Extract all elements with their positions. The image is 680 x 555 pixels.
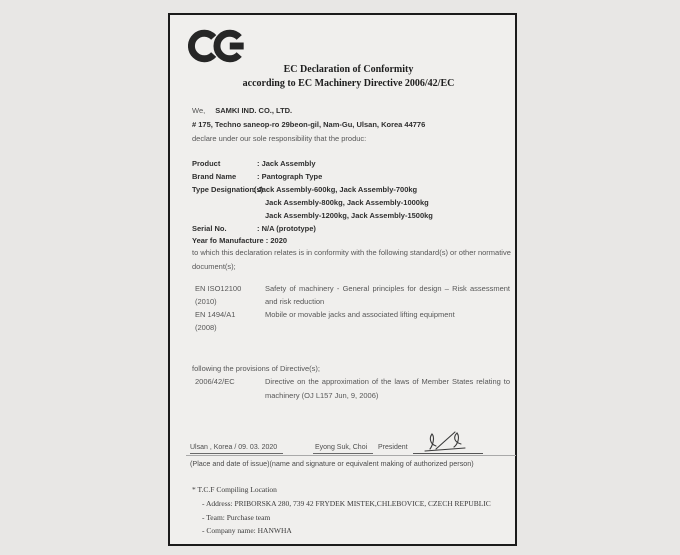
standard-year: (2008) xyxy=(195,323,217,332)
spec-label: Brand Name xyxy=(192,172,237,181)
spec-value: Jack Assembly-1200kg, Jack Assembly-1500kg xyxy=(265,211,433,220)
document-title: EC Declaration of Conformity xyxy=(283,64,414,75)
standard-code: EN 1494/A1 xyxy=(195,310,236,319)
standard-description: and risk reduction xyxy=(265,297,325,306)
directive-description-line1: Directive on the approximation of the laws of Member States relating to xyxy=(265,377,510,386)
handwritten-signature-icon xyxy=(423,429,469,453)
declarant-line xyxy=(192,106,292,115)
directive-description-line2: machinery (OJ L157 Jun, 9, 2006) xyxy=(265,391,379,400)
conformity-statement-line1: to which this declaration relates is in conformity with the following standard(s) or other normative xyxy=(192,248,511,257)
tcf-team: - Team: Purchase team xyxy=(202,513,271,522)
spec-label: Serial No. xyxy=(192,224,227,233)
spec-value: : Jack Assembly-600kg, Jack Assembly-700kg xyxy=(253,185,418,194)
document-subtitle: according to EC Machinery Directive 2006/42/EC xyxy=(242,78,455,89)
standard-year: (2010) xyxy=(195,297,217,306)
tcf-address: - Address: PRIBORSKA 280, 739 42 FRYDEK MISTEK,CHLEBOVICE, CZECH REPUBLIC xyxy=(202,499,491,508)
signature-line xyxy=(413,430,483,454)
spec-value: : Pantograph Type xyxy=(257,172,323,181)
spec-row xyxy=(170,224,515,236)
year-of-manufacture: Year fo Manufacture : 2020 xyxy=(192,236,288,245)
spec-row xyxy=(170,172,515,184)
standard-description: Safety of machinery - General principles for design – Risk assessment xyxy=(265,284,510,293)
ce-mark-icon xyxy=(188,26,246,66)
spec-row xyxy=(170,198,515,210)
certificate-page xyxy=(168,13,517,546)
declaration-text: declare under our sole responsibility that the produc: xyxy=(192,134,367,143)
signatory-name: Eyong Suk, Choi xyxy=(313,444,373,454)
directive-code: 2006/42/EC xyxy=(195,377,235,386)
signature-rule xyxy=(186,455,516,456)
provisions-line: following the provisions of Directive(s); xyxy=(192,364,320,373)
tcf-company: - Company name: HANWHA xyxy=(202,526,292,535)
spec-label: Product xyxy=(192,159,221,168)
tcf-heading: * T.C.F Compiling Location xyxy=(192,485,277,494)
signature-place-date: Ulsan , Korea / 09. 03. 2020 xyxy=(190,444,283,454)
standard-code: EN ISO12100 xyxy=(195,284,242,293)
spec-value: : Jack Assembly xyxy=(257,159,316,168)
spec-row xyxy=(170,159,515,171)
standard-description: Mobile or movable jacks and associated lifting equipment xyxy=(265,310,455,319)
conformity-statement-line2: document(s); xyxy=(192,262,236,271)
spec-value: Jack Assembly-800kg, Jack Assembly-1000kg xyxy=(265,198,429,207)
spec-label: Type Designation(s) xyxy=(192,185,264,194)
company-name: SAMKI IND. CO., LTD. xyxy=(215,106,293,115)
we-prefix: We, xyxy=(192,106,206,115)
signatory-title: President xyxy=(378,444,408,451)
company-address: # 175, Techno saneop-ro 29beon-gil, Nam-Gu, Ulsan, Korea 44776 xyxy=(192,120,426,129)
spec-row xyxy=(170,185,515,197)
spec-row xyxy=(170,211,515,223)
spec-value: : N/A (prototype) xyxy=(257,224,316,233)
signature-caption: (Place and date of issue)(name and signature or equivalent making of authorized person) xyxy=(190,459,474,468)
